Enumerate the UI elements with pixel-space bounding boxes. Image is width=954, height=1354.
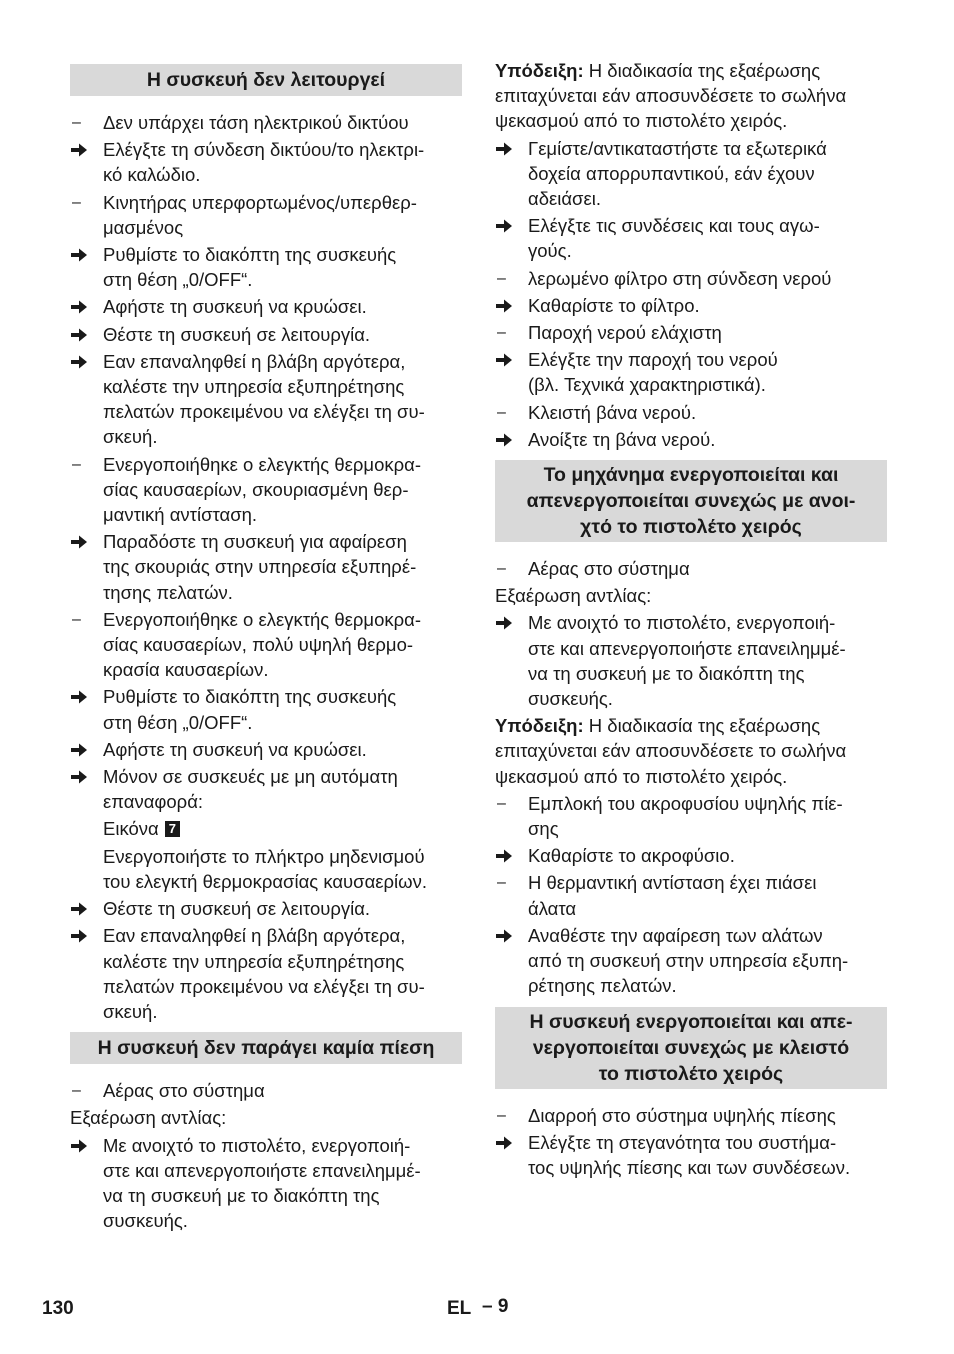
action-item [495,843,887,868]
note-text: Η διαδικασία της εξαέρωσης επιταχύνεται εάν αποσυνδέσετε το σωλήνα ψεκασμού από το πιστολέτο χειρός. [495,60,847,132]
item-text: Δεν υπάρχει τάση ηλεκτρικού δικτύου [103,112,409,133]
section-heading-cycling-open-gun: Το μηχάνημα ενεργοποιείται και απενεργοποιείται συνεχώς με ανοι- χτό το πιστολέτο χειρός [495,460,887,542]
item-text: Καθαρίστε το ακροφύσιο. [528,845,735,867]
action-item [495,923,887,999]
figure-reference [70,816,462,841]
cause-item [495,400,887,425]
cause-item [70,452,462,528]
item-text: Αέρας στο σύστημα [528,558,690,580]
action-item [495,610,887,711]
section-page-number: – 9 [482,1296,509,1317]
item-text: Ρυθμίστε το διακόπτη της συσκευής στη θέση „0/OFF“. [103,686,397,733]
item-text: Η θερμαντική αντίσταση έχει πιάσει άλατα [528,872,817,919]
list-pump-venting [70,1133,462,1234]
figure-label: Εικόνα [103,818,159,840]
item-text: Γεμίστε/αντικαταστήστε τα εξωτερικά δοχεία απορρυπαντικού, εάν έχουν αδειάσει. [528,137,827,210]
item-text: Εαν επαναληφθεί η βλάβη αργότερα, καλέστε την υπηρεσία εξυπηρέτησης πελατών προκειμένου να ελέγξει τη συ- σκευή. [103,925,425,1022]
section-heading-no-pressure: Η συσκευή δεν παράγει καμία πίεση [70,1032,462,1064]
action-item [70,684,462,734]
action-item [70,349,462,450]
action-item [70,529,462,605]
right-column [495,58,887,1182]
dash-bullet-icon: – [72,114,81,131]
cause-item [495,320,887,345]
list-continued [495,136,887,452]
list-cycling-open-gun [495,556,887,581]
list-no-pressure [70,1078,462,1103]
cause-item [70,190,462,240]
note-venting-1 [495,58,887,134]
item-text: Αέρας στο σύστημα [103,1080,265,1102]
figure-number-badge: 7 [165,821,180,837]
action-item [495,1130,887,1180]
action-item [70,923,462,1024]
action-item [495,293,887,318]
item-text: Αναθέστε την αφαίρεση των αλάτων από τη συσκευή στην υπηρεσία εξυπη- ρέτησης πελατών. [528,924,849,997]
item-text: Αφήστε τη συσκευή να κρυώσει. [103,296,367,318]
item-text: Με ανοιχτό το πιστολέτο, ενεργοποιή- στε και απενεργοποιήστε επανειλημμέ- να τη συσκευή με το διακόπτη της συσκευής. [103,1134,421,1232]
dash-bullet-icon: – [497,560,506,578]
left-column [70,58,462,1235]
list-pump-venting-2 [495,610,887,711]
cause-item [495,266,887,291]
item-text: Παραδόστε τη συσκευή για αφαίρεση της σκουριάς στην υπηρεσία εξυπηρέ- τησης πελατών. [103,531,417,603]
note-label: Υπόδειξη: [495,60,584,81]
action-item [70,294,462,319]
item-text: λερωμένο φίλτρο στη σύνδεση νερού [528,267,832,289]
dash-bullet-icon: – [497,269,506,287]
item-text: Θέστε τη συσκευή σε λειτουργία. [103,323,371,345]
note-text: Η διαδικασία της εξαέρωσης επιταχύνεται εάν αποσυνδέσετε το σωλήνα ψεκασμού από το πιστολέτο χειρός. [495,715,847,787]
cause-item [70,1078,462,1103]
item-text: Ρυθμίστε το διακόπτη της συσκευής στη θέση „0/OFF“. [103,244,397,291]
section-heading-cycling-closed-gun: Η συσκευή ενεργοποιείται και απε- νεργοποιείται συνεχώς με κλειστό το πιστολέτο χειρός [495,1007,887,1089]
list-cycling-closed-gun [495,1103,887,1181]
dash-bullet-icon: – [497,403,506,421]
cause-item [70,607,462,683]
item-text: Μόνον σε συσκευές με μη αυτόματη επαναφορά: [103,766,398,813]
cause-item [495,1103,887,1128]
dash-bullet-icon: – [72,455,81,473]
item-text: Εμπλοκή του ακροφυσίου υψηλής πίε- σης [528,792,843,840]
dash-bullet-icon: – [497,794,506,812]
item-text: Κλειστή βάνα νερού. [528,401,697,423]
list-no-operation [70,110,462,814]
list-nozzle-heater [495,791,887,999]
action-item [70,137,462,187]
item-text: Ενεργοποιήθηκε ο ελεγκτής θερμοκρα- σίας καυσαερίων, σκουριασμένη θερ- μαντική αντίσταση. [103,453,422,526]
item-text: Ελέγξτε τη σύνδεση δικτύου/το ηλεκτρι- κό καλώδιο. [103,139,425,186]
action-item [70,322,462,347]
note-label: Υπόδειξη: [495,715,584,737]
action-item [70,242,462,292]
item-text: Παροχή νερού ελάχιστη [528,322,722,344]
item-text: Ανοίξτε τη βάνα νερού. [528,428,716,450]
action-item [70,764,462,814]
action-item [70,1133,462,1234]
dash-bullet-icon: – [72,610,81,628]
item-text: Διαρροή στο σύστημα υψηλής πίεσης [528,1104,836,1126]
pump-venting-label: Εξαέρωση αντλίας: [70,1107,227,1129]
section-heading-no-operation: Η συσκευή δεν λειτουργεί [70,64,462,96]
cause-item [70,110,462,135]
list-no-operation-continued [70,896,462,1024]
action-item [495,347,887,397]
action-item [70,896,462,921]
cause-item [495,870,887,920]
dash-bullet-icon: – [72,1082,81,1100]
pump-venting-label-2: Εξαέρωση αντλίας: [495,585,652,607]
language-code: EL [447,1298,472,1319]
action-item [495,213,887,263]
dash-bullet-icon: – [72,193,81,211]
page-number: 130 [42,1298,74,1319]
item-text: Καθαρίστε το φίλτρο. [528,294,700,316]
item-text: Ελέγξτε την παροχή του νερού (βλ. Τεχνικά χαρακτηριστικά). [528,349,778,396]
item-text: Με ανοιχτό το πιστολέτο, ενεργοποιή- στε και απενεργοποιήστε επανειλημμέ- να τη συσκευή με το διακόπτη της συσκευής. [528,612,846,710]
dash-bullet-icon: – [497,874,506,892]
item-text: Θέστε τη συσκευή σε λειτουργία. [103,898,371,920]
item-text: Ενεργοποιήθηκε ο ελεγκτής θερμοκρα- σίας καυσαερίων, πολύ υψηλή θερμο- κρασία καυσαερίων. [103,608,422,681]
item-text: Εαν επαναληφθεί η βλάβη αργότερα, καλέστε την υπηρεσία εξυπηρέτησης πελατών προκειμένου να ελέγξει τη συ- σκευή. [103,350,425,448]
action-item [495,427,887,452]
action-item [70,737,462,762]
action-item [495,136,887,212]
item-text: Ελέγξτε τη στεγανότητα του συστήμα- τος υψηλής πίεσης και των συνδέσεων. [528,1131,851,1178]
dash-bullet-icon: – [497,1106,506,1124]
item-text: Ελέγξτε τις συνδέσεις και τους αγω- γούς. [528,215,820,262]
figure-instruction: Ενεργοποιήστε το πλήκτρο μηδενισμού του ελεγκτή θερμοκρασίας καυσαερίων. [103,845,427,892]
item-text: Αφήστε τη συσκευή να κρυώσει. [103,738,367,760]
item-text: Κινητήρας υπερφορτωμένος/υπερθερ- μασμένος [103,191,417,238]
note-venting-2 [495,713,887,789]
cause-item [495,791,887,841]
cause-item [495,556,887,581]
dash-bullet-icon: – [497,324,506,342]
